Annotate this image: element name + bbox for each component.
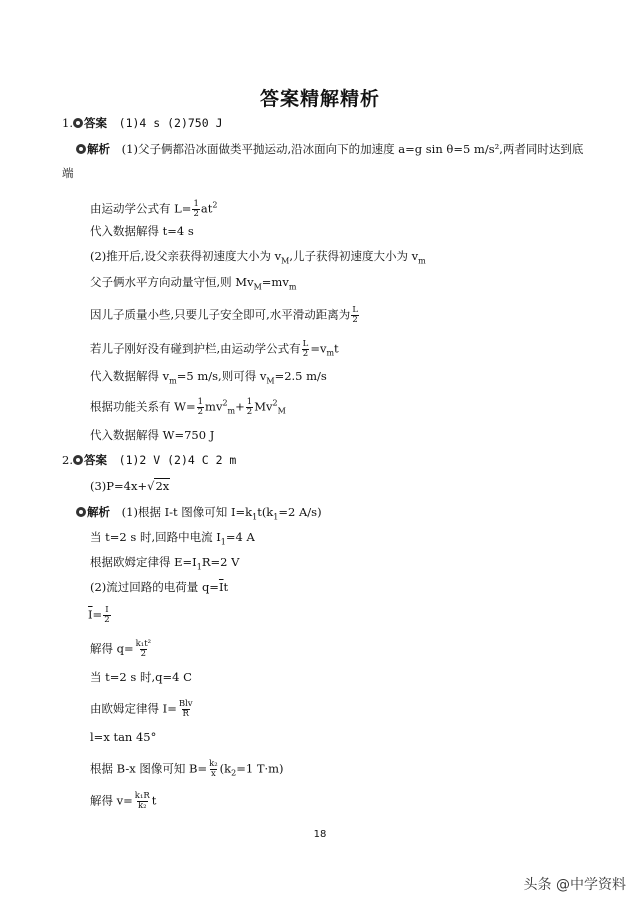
q1-kinematics-eq bbox=[90, 200, 217, 219]
q1-answer-line bbox=[62, 118, 223, 130]
frac-den: 2 bbox=[302, 348, 309, 359]
q2-solve-v bbox=[90, 792, 156, 811]
q2-q-value: 当 t=2 s 时,q=4 C bbox=[90, 670, 192, 684]
superscript: 2 bbox=[222, 398, 228, 408]
text: =4 A bbox=[225, 530, 255, 544]
text: =mv bbox=[261, 275, 289, 289]
fraction bbox=[192, 200, 199, 219]
fraction bbox=[351, 306, 359, 325]
frac-den: 2 bbox=[140, 648, 147, 659]
text: 解得 q= bbox=[90, 641, 134, 656]
text: Mv bbox=[254, 399, 273, 414]
text: =v bbox=[310, 341, 327, 356]
subscript: m bbox=[326, 348, 335, 358]
q1-solve-v bbox=[90, 371, 327, 385]
text: (1)根据 I-t 图像可知 I=k bbox=[121, 505, 253, 519]
text: 根据 B-x 图像可知 B= bbox=[90, 761, 208, 776]
q2-current bbox=[90, 532, 255, 546]
q1-analysis-label: 解析 bbox=[87, 142, 110, 156]
fraction bbox=[103, 606, 110, 625]
text: 根据欧姆定律得 E=I bbox=[90, 555, 197, 569]
frac-num: L bbox=[352, 305, 358, 315]
text: ,儿子获得初速度大小为 v bbox=[289, 249, 419, 263]
frac-num: k₁t² bbox=[135, 639, 152, 649]
q2-answer-line bbox=[62, 455, 236, 467]
q2-field bbox=[90, 760, 284, 779]
frac-den: x bbox=[210, 768, 216, 779]
text: =2 A/s) bbox=[278, 505, 322, 519]
q1-distance bbox=[90, 306, 360, 325]
frac-den: 2 bbox=[197, 406, 204, 417]
q1-analysis-text: (1)父子俩都沿冰面做类平抛运动,沿冰面向下的加速度 a=g sin θ=5 m/s²,两者同时达到底 bbox=[121, 142, 584, 156]
q2-charge bbox=[90, 582, 228, 594]
frac-num: k₁R bbox=[134, 791, 150, 801]
watermark: 头条 @中学资料 bbox=[523, 877, 626, 893]
frac-den: 2 bbox=[352, 314, 358, 325]
text: =5 m/s,则可得 v bbox=[176, 369, 267, 383]
frac-den: R bbox=[182, 708, 189, 719]
text: (2)流过回路的电荷量 q= bbox=[90, 580, 219, 594]
analysis-badge-icon bbox=[76, 507, 86, 517]
q2-number: 2. bbox=[62, 453, 73, 467]
text: = bbox=[92, 607, 103, 622]
frac-num: 1 bbox=[193, 199, 199, 209]
frac-den: 2 bbox=[193, 208, 199, 219]
text: 当 t=2 s 时,回路中电流 I bbox=[90, 530, 221, 544]
frac-den: 2 bbox=[246, 406, 253, 417]
q2-solve-q bbox=[90, 640, 153, 659]
q1-number: 1. bbox=[62, 116, 73, 130]
analysis-badge-icon bbox=[76, 144, 86, 154]
text: t(k bbox=[257, 505, 274, 519]
fraction bbox=[208, 760, 219, 779]
overline-i: $\overline{I}$ bbox=[218, 580, 224, 594]
text: =1 T·m) bbox=[236, 761, 284, 776]
subscript: M bbox=[277, 406, 286, 416]
q1-analysis-line bbox=[76, 144, 583, 156]
sqrt-body: 2x bbox=[155, 479, 170, 493]
text: (2)推开后,设父亲获得初速度大小为 v bbox=[90, 249, 282, 263]
subscript: M bbox=[281, 256, 290, 266]
q2-ohm bbox=[90, 557, 239, 571]
text: t bbox=[151, 793, 157, 808]
eq-text: at bbox=[200, 201, 213, 216]
text: 代入数据解得 v bbox=[90, 369, 170, 383]
subscript: 1 bbox=[220, 537, 226, 547]
frac-num: L bbox=[302, 339, 309, 349]
subscript: 2 bbox=[231, 768, 237, 778]
superscript: 2 bbox=[212, 200, 218, 210]
q2-answer-text: (1)2 V (2)4 C 2 m bbox=[118, 453, 237, 467]
text: t bbox=[334, 341, 339, 356]
text: 解得 v= bbox=[90, 793, 133, 808]
text: (k bbox=[219, 761, 232, 776]
subscript: 1 bbox=[196, 562, 202, 572]
fraction bbox=[178, 700, 194, 719]
q2-average-current bbox=[88, 606, 112, 625]
frac-den: k₂ bbox=[138, 800, 147, 811]
q1-analysis-text-cont: 端 bbox=[62, 166, 74, 180]
subscript: m bbox=[288, 282, 297, 292]
subscript: m bbox=[169, 376, 177, 386]
q1-solve-t: 代入数据解得 t=4 s bbox=[90, 224, 194, 238]
text: (3)P=4x+ bbox=[90, 479, 148, 493]
text: 父子俩水平方向动量守恒,则 Mv bbox=[90, 275, 254, 289]
text: =2.5 m/s bbox=[274, 369, 327, 383]
q2-analysis-label: 解析 bbox=[87, 505, 110, 519]
answer-badge-icon bbox=[73, 455, 83, 465]
q2-length: l=x tan 45° bbox=[90, 730, 157, 744]
frac-num: 1 bbox=[197, 397, 204, 407]
superscript: 2 bbox=[272, 398, 278, 408]
q1-velocity-def bbox=[90, 251, 426, 265]
subscript: 1 bbox=[273, 512, 279, 522]
subscript: M bbox=[253, 282, 262, 292]
text: 因儿子质量小些,只要儿子安全即可,水平滑动距离为 bbox=[90, 307, 351, 322]
answer-badge-icon bbox=[73, 118, 83, 128]
frac-num: 1 bbox=[246, 397, 253, 407]
eq-text: 由运动学公式有 L= bbox=[90, 201, 192, 216]
page-number: 18 bbox=[313, 829, 327, 840]
frac-num: k₂ bbox=[209, 759, 218, 769]
q1-energy bbox=[90, 398, 286, 417]
frac-den: 2 bbox=[104, 614, 110, 625]
page-title: 答案精解精析 bbox=[259, 88, 380, 110]
q1-solve-w: 代入数据解得 W=750 J bbox=[90, 428, 215, 442]
q1-guardrail bbox=[90, 340, 339, 359]
fraction bbox=[302, 340, 310, 359]
q2-analysis-line bbox=[76, 507, 322, 521]
fraction bbox=[134, 792, 151, 811]
fraction bbox=[197, 398, 204, 417]
q1-momentum bbox=[90, 277, 296, 291]
text: 根据功能关系有 W= bbox=[90, 399, 196, 414]
text: t bbox=[223, 580, 229, 594]
q1-answer-text: (1)4 s (2)750 J bbox=[118, 116, 223, 130]
frac-num: I bbox=[105, 605, 109, 615]
text: R=2 V bbox=[201, 555, 240, 569]
subscript: m bbox=[227, 406, 236, 416]
q2-ohm-2 bbox=[90, 700, 195, 719]
subscript: m bbox=[418, 256, 426, 266]
frac-num: Blv bbox=[178, 699, 193, 709]
q2-answer-3 bbox=[90, 481, 170, 493]
overline-i: $\overline{I}$ bbox=[88, 607, 93, 622]
q2-answer-label: 答案 bbox=[83, 453, 107, 467]
fraction bbox=[246, 398, 253, 417]
fraction bbox=[135, 640, 152, 659]
text: + bbox=[235, 399, 245, 414]
text: 若儿子刚好没有碰到护栏,由运动学公式有 bbox=[90, 341, 301, 356]
q1-answer-label: 答案 bbox=[83, 116, 107, 130]
subscript: 1 bbox=[252, 512, 258, 522]
subscript: M bbox=[266, 376, 275, 386]
sqrt-icon: √ bbox=[147, 479, 155, 493]
text: mv bbox=[205, 399, 223, 414]
text: 由欧姆定律得 I= bbox=[90, 701, 177, 716]
